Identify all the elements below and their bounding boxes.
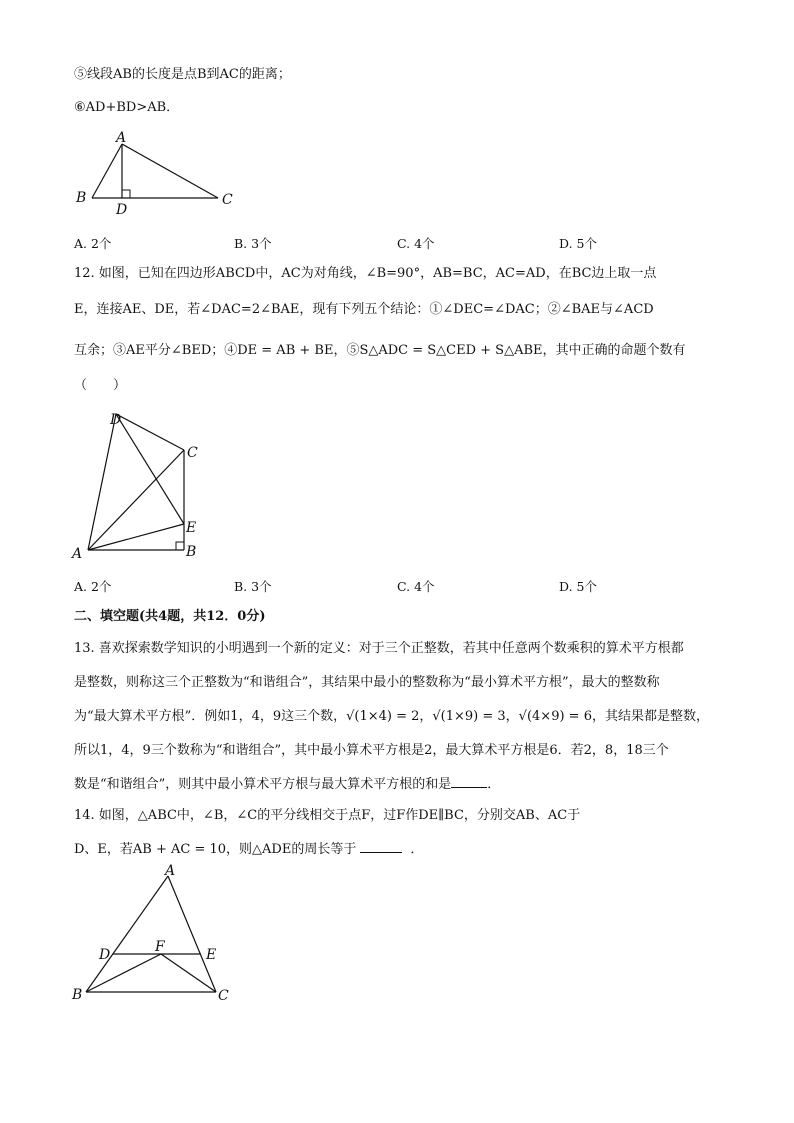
q14-text-line-2 (74, 840, 423, 859)
q12-label-d: D (110, 412, 122, 428)
q12-quadrilateral-figure (70, 404, 210, 562)
q14-end-punct: ． (410, 842, 424, 857)
q11-options (74, 234, 714, 252)
q14-segment-bf (86, 954, 161, 992)
q14-answer-blank[interactable] (360, 840, 402, 853)
q11-label-a: A (116, 130, 127, 146)
q12-label-a: A (72, 546, 83, 562)
q12-right-angle-mark (176, 542, 184, 550)
q13-text-line-1: 13. 喜欢探索数学知识的小明遇到一个新的定义：对于三个正整数，若其中任意两个数乘积的算术平方根都 (74, 641, 684, 656)
q12-text-line-1: 12. 如图，已知在四边形ABCD中，AC为对角线，∠B=90°，AB=BC，AC=AD，在BC边上取一点 (74, 266, 657, 281)
q12-text-line-2: E，连接AE、DE，若∠DAC=2∠BAE，现有下列五个结论：①∠DEC=∠DAC；②∠BAE与∠ACD (74, 302, 654, 317)
q12-option-a: A. 2个 (74, 579, 112, 594)
q14-triangle-figure (66, 862, 242, 1008)
q11-label-d: D (116, 202, 128, 218)
q14-segment-ac (168, 876, 216, 992)
q12-option-b: B. 3个 (234, 579, 272, 594)
q12-options (74, 577, 714, 595)
q13-end-punct: ． (487, 777, 501, 792)
q11-statement-6: ⑥AD+BD>AB． (74, 100, 180, 115)
q12-segment-ae (88, 524, 184, 550)
q11-right-triangle-figure (70, 128, 240, 220)
q14-label-b: B (72, 987, 83, 1003)
q11-option-c: C. 4个 (397, 236, 435, 251)
q11-label-c: C (222, 192, 233, 208)
q11-segment-ab (92, 144, 122, 198)
q12-label-e: E (186, 520, 197, 536)
q11-option-a: A. 2个 (74, 236, 112, 251)
q12-text-line-3: 互余；③AE平分∠BED；④DE = AB + BE，⑤S△ADC = S△CED + S△ABE，其中正确的命题个数有 (74, 343, 686, 358)
q11-option-b: B. 3个 (234, 236, 272, 251)
q11-right-angle-mark (122, 190, 130, 198)
q11-option-d: D. 5个 (559, 236, 597, 251)
q13-question-text: 数是“和谐组合”，则其中最小算术平方根与最大算术平方根的和是 (74, 777, 452, 792)
q14-label-a: A (165, 863, 176, 879)
q12-text-line-4: （ ） (74, 378, 127, 393)
q12-option-c: C. 4个 (397, 579, 435, 594)
q11-label-b: B (76, 190, 87, 206)
q14-label-e: E (206, 947, 217, 963)
q12-segment-dc (116, 414, 184, 450)
section-fill-in-title: 二、填空题(共4题，共12．0分) (74, 609, 266, 624)
q12-label-c: C (187, 445, 198, 461)
q13-text-line-3: 为“最大算术平方根”．例如1，4，9这三个数，√(1×4) = 2，√(1×9) = 3，√(4×9) = 6，其结果都是整数， (74, 709, 709, 724)
q11-segment-ac (122, 144, 218, 198)
q14-label-f: F (155, 939, 165, 955)
q12-segment-ad (88, 414, 116, 550)
q12-option-d: D. 5个 (559, 579, 597, 594)
q14-question-text: D、E，若AB + AC = 10，则△ADE的周长等于 (74, 842, 357, 857)
q13-text-line-4: 所以1，4，9三个数称为“和谐组合”，其中最小算术平方根是2，最大算术平方根是6．若2，8，18三个 (74, 743, 669, 758)
q13-text-line-2: 是整数，则称这三个正整数为“和谐组合”，其结果中最小的整数称为“最小算术平方根”，最大的整数称 (74, 675, 660, 690)
q14-text-line-1: 14. 如图，△ABC中，∠B，∠C的平分线相交于点F，过F作DE∥BC，分别交AB、AC于 (74, 808, 581, 823)
q14-segment-ab (86, 876, 168, 992)
q12-label-b: B (186, 544, 197, 560)
q13-text-line-5 (74, 775, 500, 794)
q14-label-d: D (99, 947, 111, 963)
q13-answer-blank[interactable] (451, 775, 487, 788)
q14-label-c: C (218, 988, 229, 1004)
q11-statement-5: ⑤线段AB的长度是点B到AC的距离； (74, 67, 291, 82)
q12-segment-de (116, 414, 184, 524)
